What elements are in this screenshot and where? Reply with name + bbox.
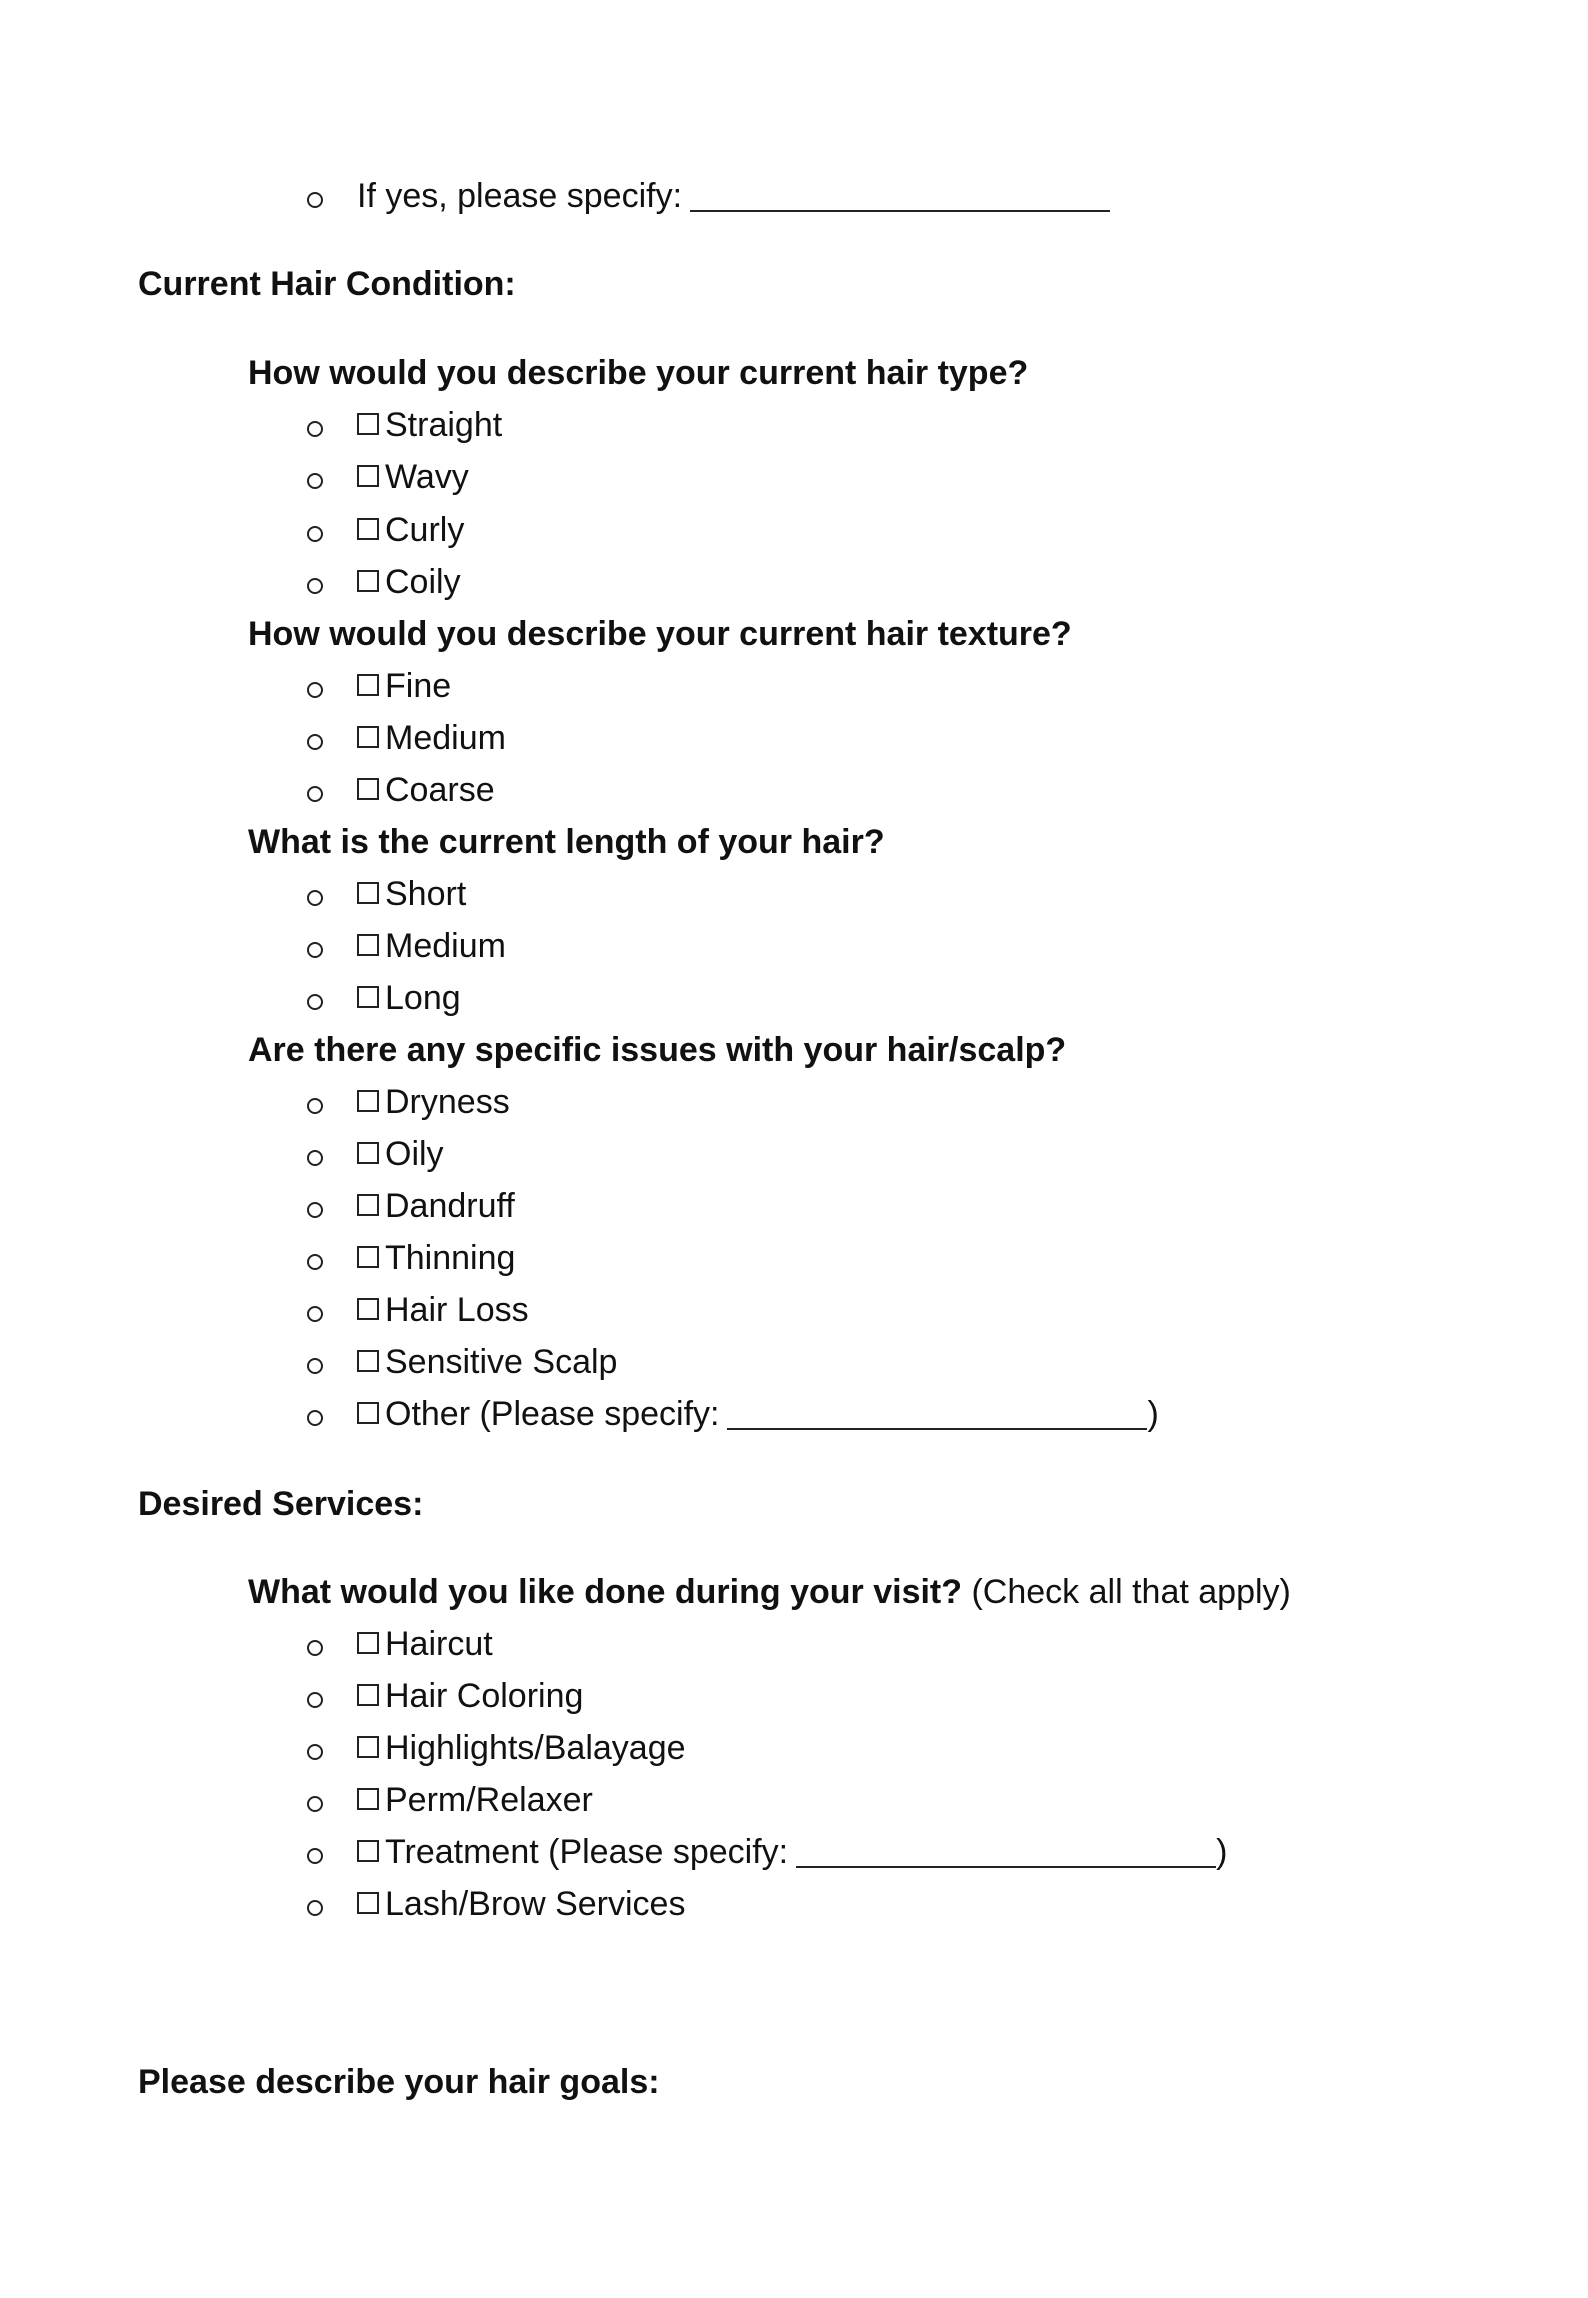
bullet-icon: [307, 1202, 323, 1218]
checkbox-icon[interactable]: [357, 726, 379, 748]
option-sensitive-scalp[interactable]: [300, 1342, 617, 1382]
option-haircut[interactable]: [300, 1624, 493, 1664]
question-hair-issues: Are there any specific issues with your hair/scalp?: [248, 1031, 1067, 1069]
checkbox-icon[interactable]: [357, 986, 379, 1008]
bullet-icon: [307, 1744, 323, 1760]
option-short[interactable]: [300, 874, 466, 914]
option-medium-length[interactable]: [300, 926, 506, 966]
checkbox-icon[interactable]: [357, 1090, 379, 1112]
checkbox-icon[interactable]: [357, 1402, 379, 1424]
option-hair-loss[interactable]: [300, 1290, 529, 1330]
option-label: Treatment (Please specify:: [385, 1833, 789, 1871]
section-heading-desired-services: Desired Services:: [138, 1485, 424, 1523]
option-label: Perm/Relaxer: [385, 1781, 593, 1819]
option-label: Haircut: [385, 1625, 493, 1663]
other-specify-input[interactable]: [727, 1398, 1147, 1430]
checkbox-icon[interactable]: [357, 1892, 379, 1914]
bullet-icon: [307, 1640, 323, 1656]
option-label: Dryness: [385, 1083, 510, 1121]
option-label: Coarse: [385, 771, 495, 809]
checkbox-icon[interactable]: [357, 413, 379, 435]
bullet-icon: [307, 1306, 323, 1322]
option-lash-brow[interactable]: [300, 1884, 685, 1924]
option-coarse[interactable]: [300, 770, 495, 810]
checkbox-icon[interactable]: [357, 570, 379, 592]
option-fine[interactable]: [300, 666, 451, 706]
checkbox-icon[interactable]: [357, 1736, 379, 1758]
option-label: Medium: [385, 719, 506, 757]
option-straight[interactable]: [300, 405, 502, 445]
option-label: Lash/Brow Services: [385, 1885, 686, 1923]
checkbox-icon[interactable]: [357, 882, 379, 904]
bullet-icon: [307, 1410, 323, 1426]
checkbox-icon[interactable]: [357, 1194, 379, 1216]
checkbox-icon[interactable]: [357, 1298, 379, 1320]
bullet-icon: [307, 1796, 323, 1812]
option-dryness[interactable]: [300, 1082, 510, 1122]
checkbox-icon[interactable]: [357, 934, 379, 956]
option-perm-relaxer[interactable]: [300, 1780, 593, 1820]
section-heading-hair-goals: Please describe your hair goals:: [138, 2063, 660, 2101]
question-services: [248, 1572, 1291, 1612]
checkbox-icon[interactable]: [357, 1840, 379, 1862]
question-hair-length: What is the current length of your hair?: [248, 823, 885, 861]
bullet-icon: [307, 578, 323, 594]
option-label: Other (Please specify:: [385, 1395, 720, 1433]
checkbox-icon[interactable]: [357, 465, 379, 487]
specify-label: If yes, please specify:: [357, 177, 683, 215]
bullet-icon: [307, 526, 323, 542]
option-label: Oily: [385, 1135, 444, 1173]
option-label: Fine: [385, 667, 452, 705]
option-label: Dandruff: [385, 1187, 515, 1225]
option-other[interactable]: [300, 1394, 1159, 1434]
option-wavy[interactable]: [300, 457, 469, 497]
bullet-icon: [307, 473, 323, 489]
option-label: Sensitive Scalp: [385, 1343, 618, 1381]
option-long[interactable]: [300, 978, 461, 1018]
question-hair-type: How would you describe your current hair type?: [248, 354, 1029, 392]
paren-close: ): [1216, 1833, 1228, 1871]
checkbox-icon[interactable]: [357, 1142, 379, 1164]
option-treatment[interactable]: [300, 1832, 1227, 1872]
bullet-icon: [307, 1150, 323, 1166]
bullet-icon: [307, 994, 323, 1010]
bullet-icon: [307, 942, 323, 958]
checkbox-icon[interactable]: [357, 1684, 379, 1706]
bullet-icon: [307, 192, 323, 208]
bullet-icon: [307, 1254, 323, 1270]
option-label: Wavy: [385, 458, 469, 496]
option-medium-texture[interactable]: [300, 718, 506, 758]
question-hair-texture: How would you describe your current hair texture?: [248, 615, 1072, 653]
checkbox-icon[interactable]: [357, 518, 379, 540]
option-dandruff[interactable]: [300, 1186, 515, 1226]
checkbox-icon[interactable]: [357, 1246, 379, 1268]
option-label: Hair Loss: [385, 1291, 529, 1329]
option-label: Coily: [385, 563, 461, 601]
bullet-icon: [307, 786, 323, 802]
bullet-icon: [307, 890, 323, 906]
bullet-icon: [307, 1692, 323, 1708]
paren-close: ): [1147, 1395, 1159, 1433]
option-highlights[interactable]: [300, 1728, 686, 1768]
specify-input[interactable]: [690, 180, 1110, 212]
bullet-icon: [307, 1358, 323, 1374]
question-note: (Check all that apply): [971, 1573, 1291, 1611]
option-label: Medium: [385, 927, 506, 965]
bullet-icon: [307, 1900, 323, 1916]
checkbox-icon[interactable]: [357, 674, 379, 696]
checkbox-icon[interactable]: [357, 1632, 379, 1654]
section-heading-current-hair: Current Hair Condition:: [138, 265, 516, 303]
checkbox-icon[interactable]: [357, 778, 379, 800]
bullet-icon: [307, 421, 323, 437]
checkbox-icon[interactable]: [357, 1350, 379, 1372]
bullet-icon: [307, 682, 323, 698]
option-label: Straight: [385, 406, 503, 444]
option-label: Hair Coloring: [385, 1677, 584, 1715]
treatment-specify-input[interactable]: [796, 1836, 1216, 1868]
list-item: [300, 176, 1110, 216]
option-oily[interactable]: [300, 1134, 444, 1174]
bullet-icon: [307, 1848, 323, 1864]
checkbox-icon[interactable]: [357, 1788, 379, 1810]
option-coily[interactable]: [300, 562, 461, 602]
option-label: Highlights/Balayage: [385, 1729, 686, 1767]
option-label: Short: [385, 875, 467, 913]
option-curly[interactable]: [300, 510, 464, 550]
question-text: What would you like done during your visit?: [248, 1573, 963, 1611]
option-hair-coloring[interactable]: [300, 1676, 583, 1716]
option-label: Curly: [385, 511, 465, 549]
bullet-icon: [307, 734, 323, 750]
option-label: Long: [385, 979, 461, 1017]
option-thinning[interactable]: [300, 1238, 515, 1278]
option-label: Thinning: [385, 1239, 516, 1277]
bullet-icon: [307, 1098, 323, 1114]
